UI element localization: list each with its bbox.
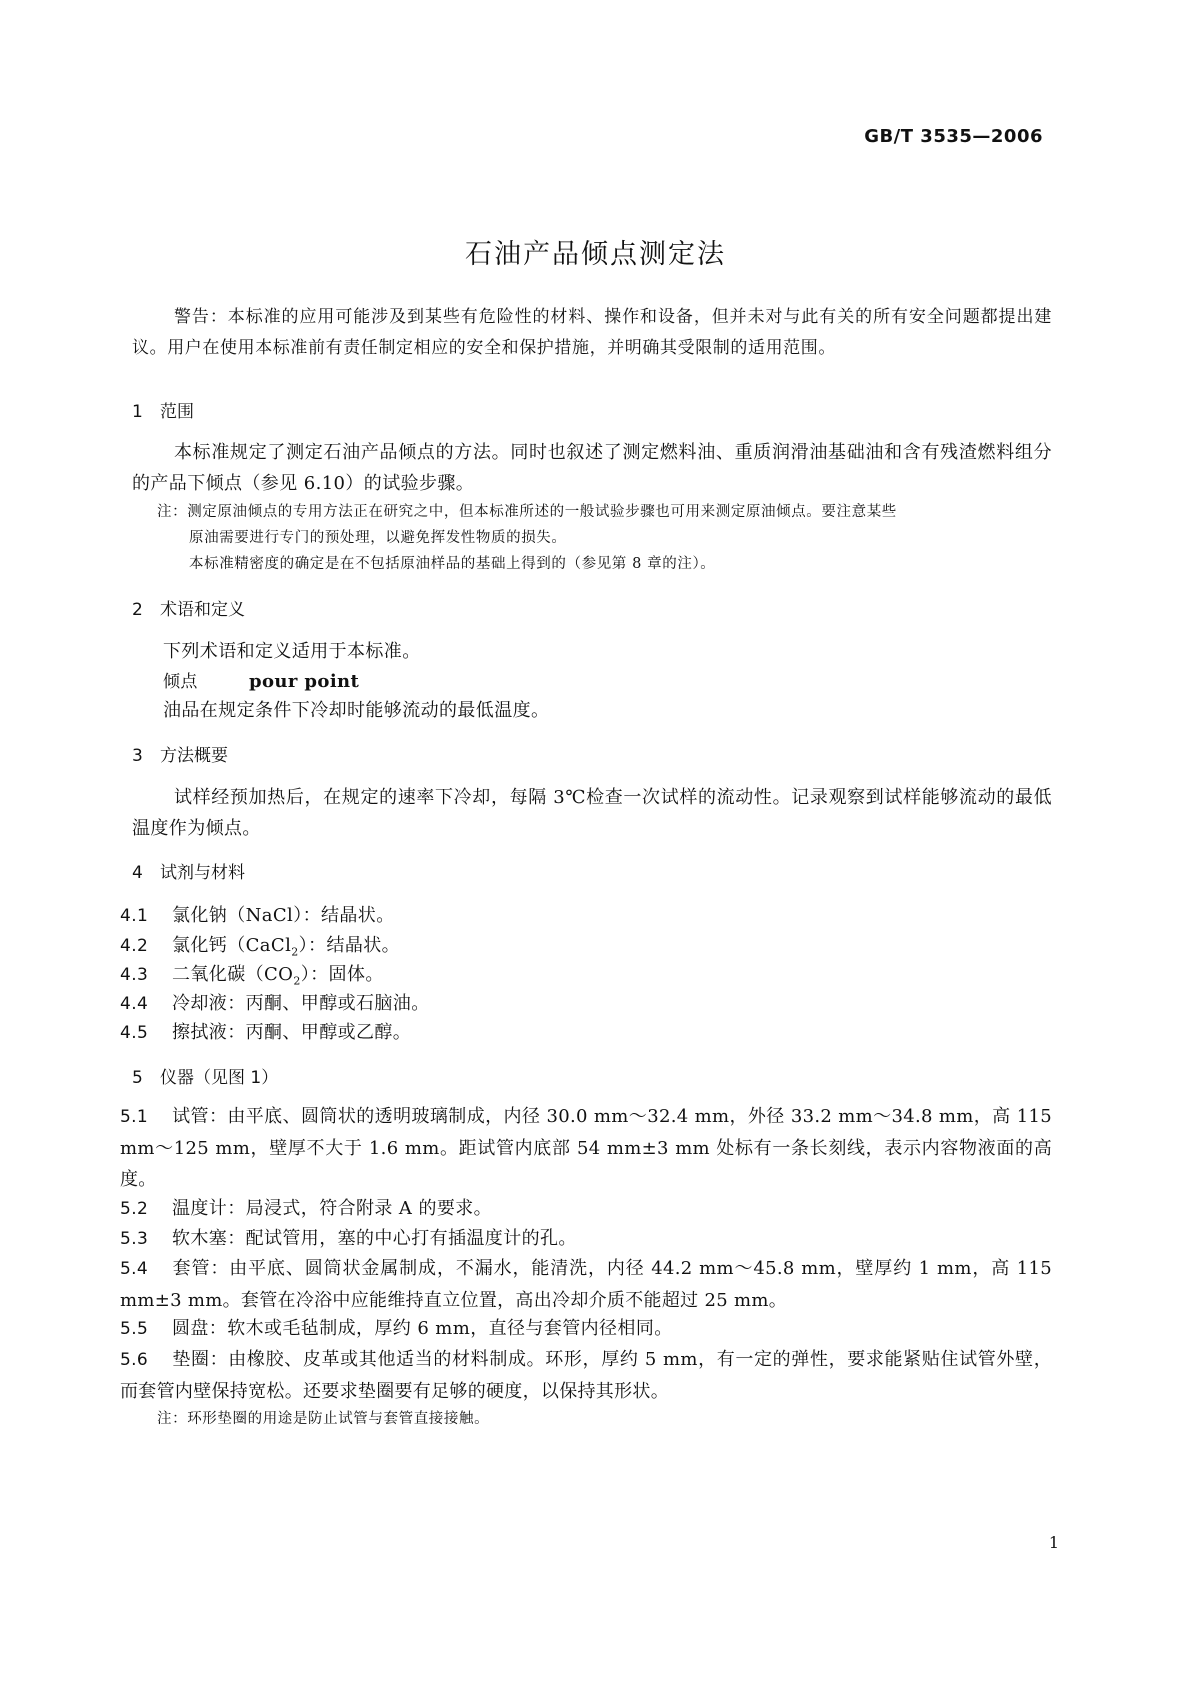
term-definition: 油品在规定条件下冷却时能够流动的最低温度。 bbox=[163, 700, 550, 721]
item-text: 温度计：局浸式，符合附录 A 的要求。 bbox=[172, 1198, 493, 1219]
subscript: 2 bbox=[293, 974, 301, 988]
subscript: 2 bbox=[291, 945, 299, 959]
note-2: 本标准精密度的确定是在不包括原油样品的基础上得到的（参见第 8 章的注）。 bbox=[189, 556, 716, 572]
section-1-heading bbox=[132, 397, 194, 422]
item-number: 4.3 bbox=[120, 965, 149, 985]
list-item bbox=[120, 901, 395, 927]
term-english: pour point bbox=[249, 671, 360, 692]
section-4-heading bbox=[132, 858, 245, 883]
list-item bbox=[120, 1314, 673, 1340]
page-number: 1 bbox=[1048, 1533, 1059, 1552]
warning-paragraph: 警告：本标准的应用可能涉及到某些有危险性的材料、操作和设备，但并未对与此有关的所有安全问题都提出建议。用户在使用本标准前有责任制定相应的安全和保护措施，并明确其受限制的适用范围。 bbox=[132, 307, 1052, 358]
item-text: 软木塞：配试管用，塞的中心打有插温度计的孔。 bbox=[172, 1228, 577, 1249]
section-number: 4 bbox=[132, 863, 143, 883]
note-label: 注： bbox=[157, 504, 188, 520]
item-text: 擦拭液：丙酮、甲醇或乙醇。 bbox=[172, 1022, 412, 1043]
list-item bbox=[120, 931, 400, 959]
section-2-heading bbox=[132, 595, 245, 620]
section-title: 方法概要 bbox=[160, 746, 228, 766]
list-item bbox=[120, 1224, 577, 1250]
section-title: 范围 bbox=[160, 402, 194, 422]
section-2-intro: 下列术语和定义适用于本标准。 bbox=[163, 641, 421, 662]
list-item bbox=[120, 1253, 1052, 1316]
section-number: 1 bbox=[132, 402, 143, 422]
list-item bbox=[120, 1194, 492, 1220]
section-number: 5 bbox=[132, 1068, 143, 1088]
item-text: 二氧化碳（CO bbox=[172, 964, 294, 985]
item-number: 5.3 bbox=[120, 1229, 149, 1249]
item-number: 4.4 bbox=[120, 994, 149, 1014]
note-1-line-2: 原油需要进行专门的预处理，以避免挥发性物质的损失。 bbox=[189, 530, 567, 546]
item-number: 5.6 bbox=[120, 1350, 148, 1370]
item-text: 氯化钙（CaCl bbox=[172, 935, 292, 956]
standard-number: GB/T 3535—2006 bbox=[864, 126, 1043, 147]
item-number: 5.4 bbox=[120, 1259, 148, 1279]
document-title: 石油产品倾点测定法 bbox=[465, 239, 726, 270]
section-title: 仪器（见图 1） bbox=[160, 1068, 279, 1088]
item-text: 套管：由平底、圆筒状金属制成，不漏水，能清洗，内径 44.2 mm～45.8 mm，壁厚约 1 mm，高 115 mm±3 mm。套管在冷浴中应能维持直立位置，高出冷却介质不能超过 25 mm。 bbox=[120, 1258, 1052, 1311]
term-line bbox=[163, 667, 359, 692]
item-number: 5.5 bbox=[120, 1319, 149, 1339]
note-1-line-1 bbox=[157, 500, 897, 521]
section-title: 术语和定义 bbox=[160, 600, 245, 620]
item-number: 4.2 bbox=[120, 936, 149, 956]
item-number: 5.1 bbox=[120, 1107, 148, 1127]
item-text: 冷却液：丙酮、甲醇或石脑油。 bbox=[172, 993, 430, 1014]
item-number: 4.1 bbox=[120, 906, 149, 926]
list-item bbox=[120, 1344, 1052, 1407]
term-chinese: 倾点 bbox=[163, 672, 198, 692]
list-item bbox=[120, 1018, 411, 1044]
note-text: 测定原油倾点的专用方法正在研究之中，但本标准所述的一般试验步骤也可用来测定原油倾点。要注意某些 bbox=[187, 504, 897, 520]
section-5-note: 注：环形垫圈的用途是防止试管与套管直接接触。 bbox=[157, 1411, 490, 1427]
list-item bbox=[120, 1101, 1052, 1195]
item-text: 氯化钠（NaCl）：结晶状。 bbox=[172, 905, 395, 926]
item-number: 5.2 bbox=[120, 1199, 149, 1219]
section-5-heading bbox=[132, 1063, 278, 1088]
section-number: 2 bbox=[132, 600, 143, 620]
item-number: 4.5 bbox=[120, 1023, 149, 1043]
section-3-paragraph: 试样经预加热后，在规定的速率下冷却，每隔 3℃检查一次试样的流动性。记录观察到试样能够流动的最低温度作为倾点。 bbox=[132, 787, 1052, 839]
section-title: 试剂与材料 bbox=[160, 863, 245, 883]
item-text: 垫圈：由橡胶、皮革或其他适当的材料制成。环形，厚约 5 mm，有一定的弹性，要求能紧贴住试管外壁，而套管内壁保持宽松。还要求垫圈要有足够的硬度，以保持其形状。 bbox=[120, 1349, 1052, 1402]
item-text: ）：固体。 bbox=[300, 964, 384, 985]
section-1-paragraph: 本标准规定了测定石油产品倾点的方法。同时也叙述了测定燃料油、重质润滑油基础油和含有残渣燃料组分的产品下倾点（参见 6.10）的试验步骤。 bbox=[132, 442, 1052, 494]
list-item bbox=[120, 989, 430, 1015]
item-text: 圆盘：软木或毛毡制成，厚约 6 mm，直径与套管内径相同。 bbox=[172, 1318, 673, 1339]
list-item bbox=[120, 960, 384, 988]
item-text: 试管：由平底、圆筒状的透明玻璃制成，内径 30.0 mm～32.4 mm，外径 33.2 mm～34.8 mm，高 115 mm～125 mm，壁厚不大于 1.6 mm。距试管内底部 54 mm±3 mm 处标有一条长刻线，表示内容物液面的高度。 bbox=[120, 1106, 1052, 1190]
section-number: 3 bbox=[132, 746, 143, 766]
section-3-heading bbox=[132, 741, 228, 766]
item-text: ）：结晶状。 bbox=[298, 935, 401, 956]
